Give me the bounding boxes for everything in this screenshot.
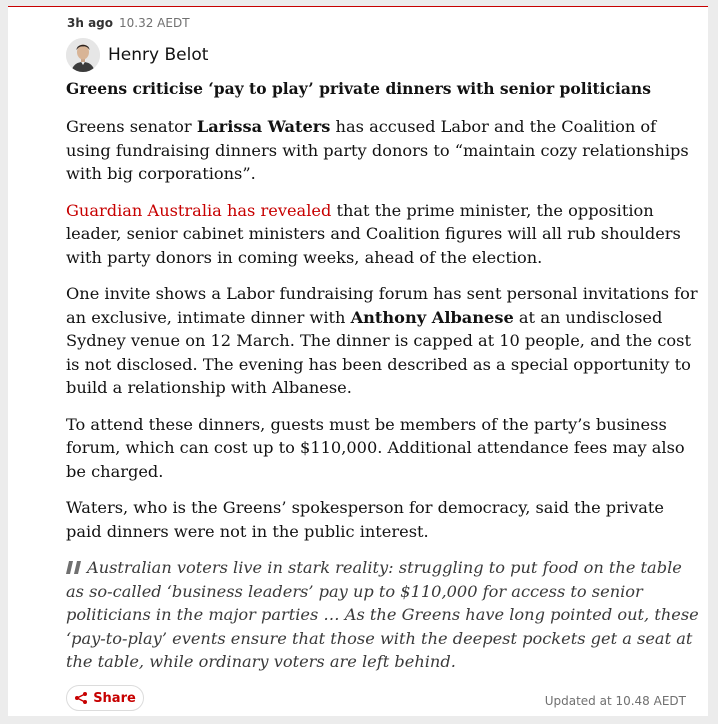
author-name[interactable]: Henry Belot xyxy=(108,45,209,65)
post-body xyxy=(66,115,704,687)
paragraph-2: Guardian Australia has revealed that the prime minister, the opposition leader, senior cabinet ministers and Coalition figures will all rub shoulders with party donors in coming weeks, ahead of the election. xyxy=(66,200,681,267)
time-ago[interactable]: 3h ago xyxy=(67,16,114,30)
person-name: Larissa Waters xyxy=(196,117,331,136)
post-meta xyxy=(67,16,190,30)
updated-timestamp: Updated at 10.48 AEDT xyxy=(544,694,686,708)
paragraph-4: To attend these dinners, guests must be members of the party’s business forum, which can cost up to $110,000. Additional attendance fees may also be charged. xyxy=(66,414,685,481)
paragraph-1: Greens senator Larissa Waters has accused Labor and the Coalition of using fundraising dinners with party donors to “maintain cozy relationships with big corporations”. xyxy=(66,117,689,183)
block-quote: Australian voters live in stark reality: struggling to put food on the table as so-called ‘business leaders’ pay up to $110,000 for access to senior politicians in the major parties … As the Greens have long pointed out, these ‘pay-to-play’ events ensure that those with the deepest pockets get a seat at the table, while ordinary voters are left behind. xyxy=(66,558,699,671)
share-label: Share xyxy=(93,690,136,706)
share-icon xyxy=(74,691,88,705)
post-headline: Greens criticise ‘pay to play’ private dinners with senior politicians xyxy=(66,79,651,98)
paragraph-3: One invite shows a Labor fundraising forum has sent personal invitations for an exclusive, intimate dinner with Anthony Albanese at an undisclosed Sydney venue on 12 March. The dinner is capped at 10 people, and the cost is not disclosed. The evening has been described as a special opportunity to build a relationship with Albanese. xyxy=(66,284,698,397)
liveblog-post xyxy=(8,6,708,716)
author-avatar xyxy=(66,38,100,72)
author-byline xyxy=(66,37,208,73)
quote-icon xyxy=(66,557,82,570)
person-name: Anthony Albanese xyxy=(350,307,514,327)
paragraph-5: Waters, who is the Greens’ spokesperson for democracy, said the private paid dinners were not in the public interest. xyxy=(66,498,664,541)
guardian-revealed-link[interactable]: Guardian Australia has revealed xyxy=(66,200,332,220)
share-button[interactable] xyxy=(66,685,144,711)
post-timestamp: 10.32 AEDT xyxy=(119,16,190,30)
